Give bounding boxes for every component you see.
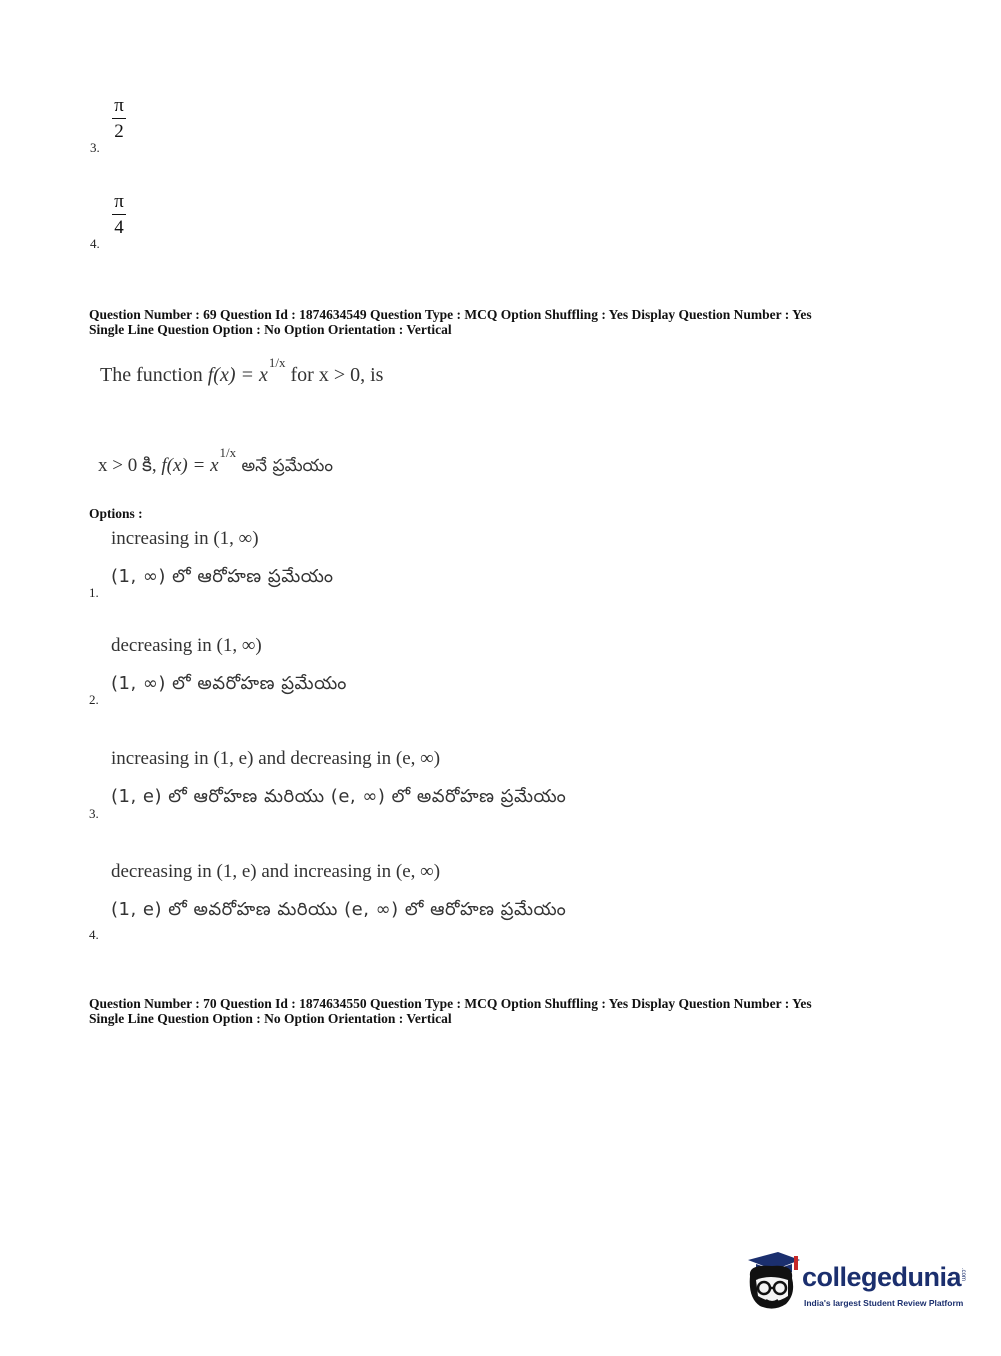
- option-text-telugu: (1, e) లో ఆరోహణ మరియు (e, ∞) లో అవరోహణ ప్రమేయం: [111, 786, 567, 807]
- option-number: 4.: [90, 236, 100, 251]
- question-70-meta: [89, 996, 812, 1026]
- question-tail: అనే ప్రమేయం: [236, 456, 334, 476]
- option-3: [89, 746, 709, 826]
- brand-suffix: .com: [960, 1268, 966, 1282]
- denominator: 4: [114, 217, 124, 238]
- option-text-telugu: (1, e) లో అవరోహణ మరియు (e, ∞) లో ఆరోహణ ప్రమేయం: [111, 899, 567, 920]
- question-69-meta: [89, 307, 812, 337]
- mascot-icon: [742, 1250, 802, 1314]
- meta-line-2: Single Line Question Option : No Option Orientation : Vertical: [89, 1011, 452, 1026]
- option-number: 1.: [89, 585, 99, 600]
- option-number: 3.: [90, 140, 100, 155]
- question-text-english: [100, 355, 384, 387]
- exponent: 1/x: [268, 355, 286, 370]
- question-text-telugu: [98, 445, 334, 481]
- meta-line-1: Question Number : 69 Question Id : 1874634549 Question Type : MCQ Option Shuffling : Yes Display Question Number : Yes: [89, 307, 812, 322]
- denominator: 2: [114, 121, 124, 142]
- option-text-telugu: (1, ∞) లో ఆరోహణ ప్రమేయం: [111, 566, 334, 587]
- meta-line-1: Question Number : 70 Question Id : 1874634550 Question Type : MCQ Option Shuffling : Yes Display Question Number : Yes: [89, 996, 812, 1011]
- numerator: π: [114, 95, 124, 116]
- brand-name: collegedunia: [802, 1262, 962, 1292]
- option-1: [89, 526, 689, 606]
- option-text-english: decreasing in (1, e) and increasing in (e, ∞): [111, 861, 441, 882]
- prev-option-3: [90, 92, 170, 162]
- collegedunia-logo: [742, 1250, 977, 1320]
- fraction-pi-over-2: [112, 96, 126, 141]
- question-lead: The function: [100, 364, 208, 386]
- option-number: 4.: [89, 927, 99, 942]
- question-tail: for x > 0, is: [285, 364, 384, 386]
- brand-tagline: India's largest Student Review Platform: [804, 1298, 964, 1308]
- exponent: 1/x: [219, 445, 237, 460]
- option-text-telugu: (1, ∞) లో అవరోహణ ప్రమేయం: [111, 673, 347, 694]
- option-4: [89, 859, 709, 942]
- option-text-english: increasing in (1, ∞): [111, 528, 259, 549]
- option-number: 2.: [89, 692, 99, 707]
- fraction-pi-over-4: [112, 192, 126, 237]
- numerator: π: [114, 191, 124, 212]
- option-2: [89, 633, 689, 713]
- options-label: Options :: [89, 506, 143, 521]
- function-expression: f(x) = x: [161, 455, 219, 476]
- question-lead: x > 0 కి,: [98, 455, 162, 476]
- function-expression: f(x) = x: [207, 364, 268, 386]
- option-text-english: decreasing in (1, ∞): [111, 635, 262, 656]
- option-text-english: increasing in (1, e) and decreasing in (e, ∞): [111, 748, 441, 769]
- meta-line-2: Single Line Question Option : No Option Orientation : Vertical: [89, 322, 452, 337]
- prev-option-4: [90, 188, 170, 258]
- option-number: 3.: [89, 806, 99, 821]
